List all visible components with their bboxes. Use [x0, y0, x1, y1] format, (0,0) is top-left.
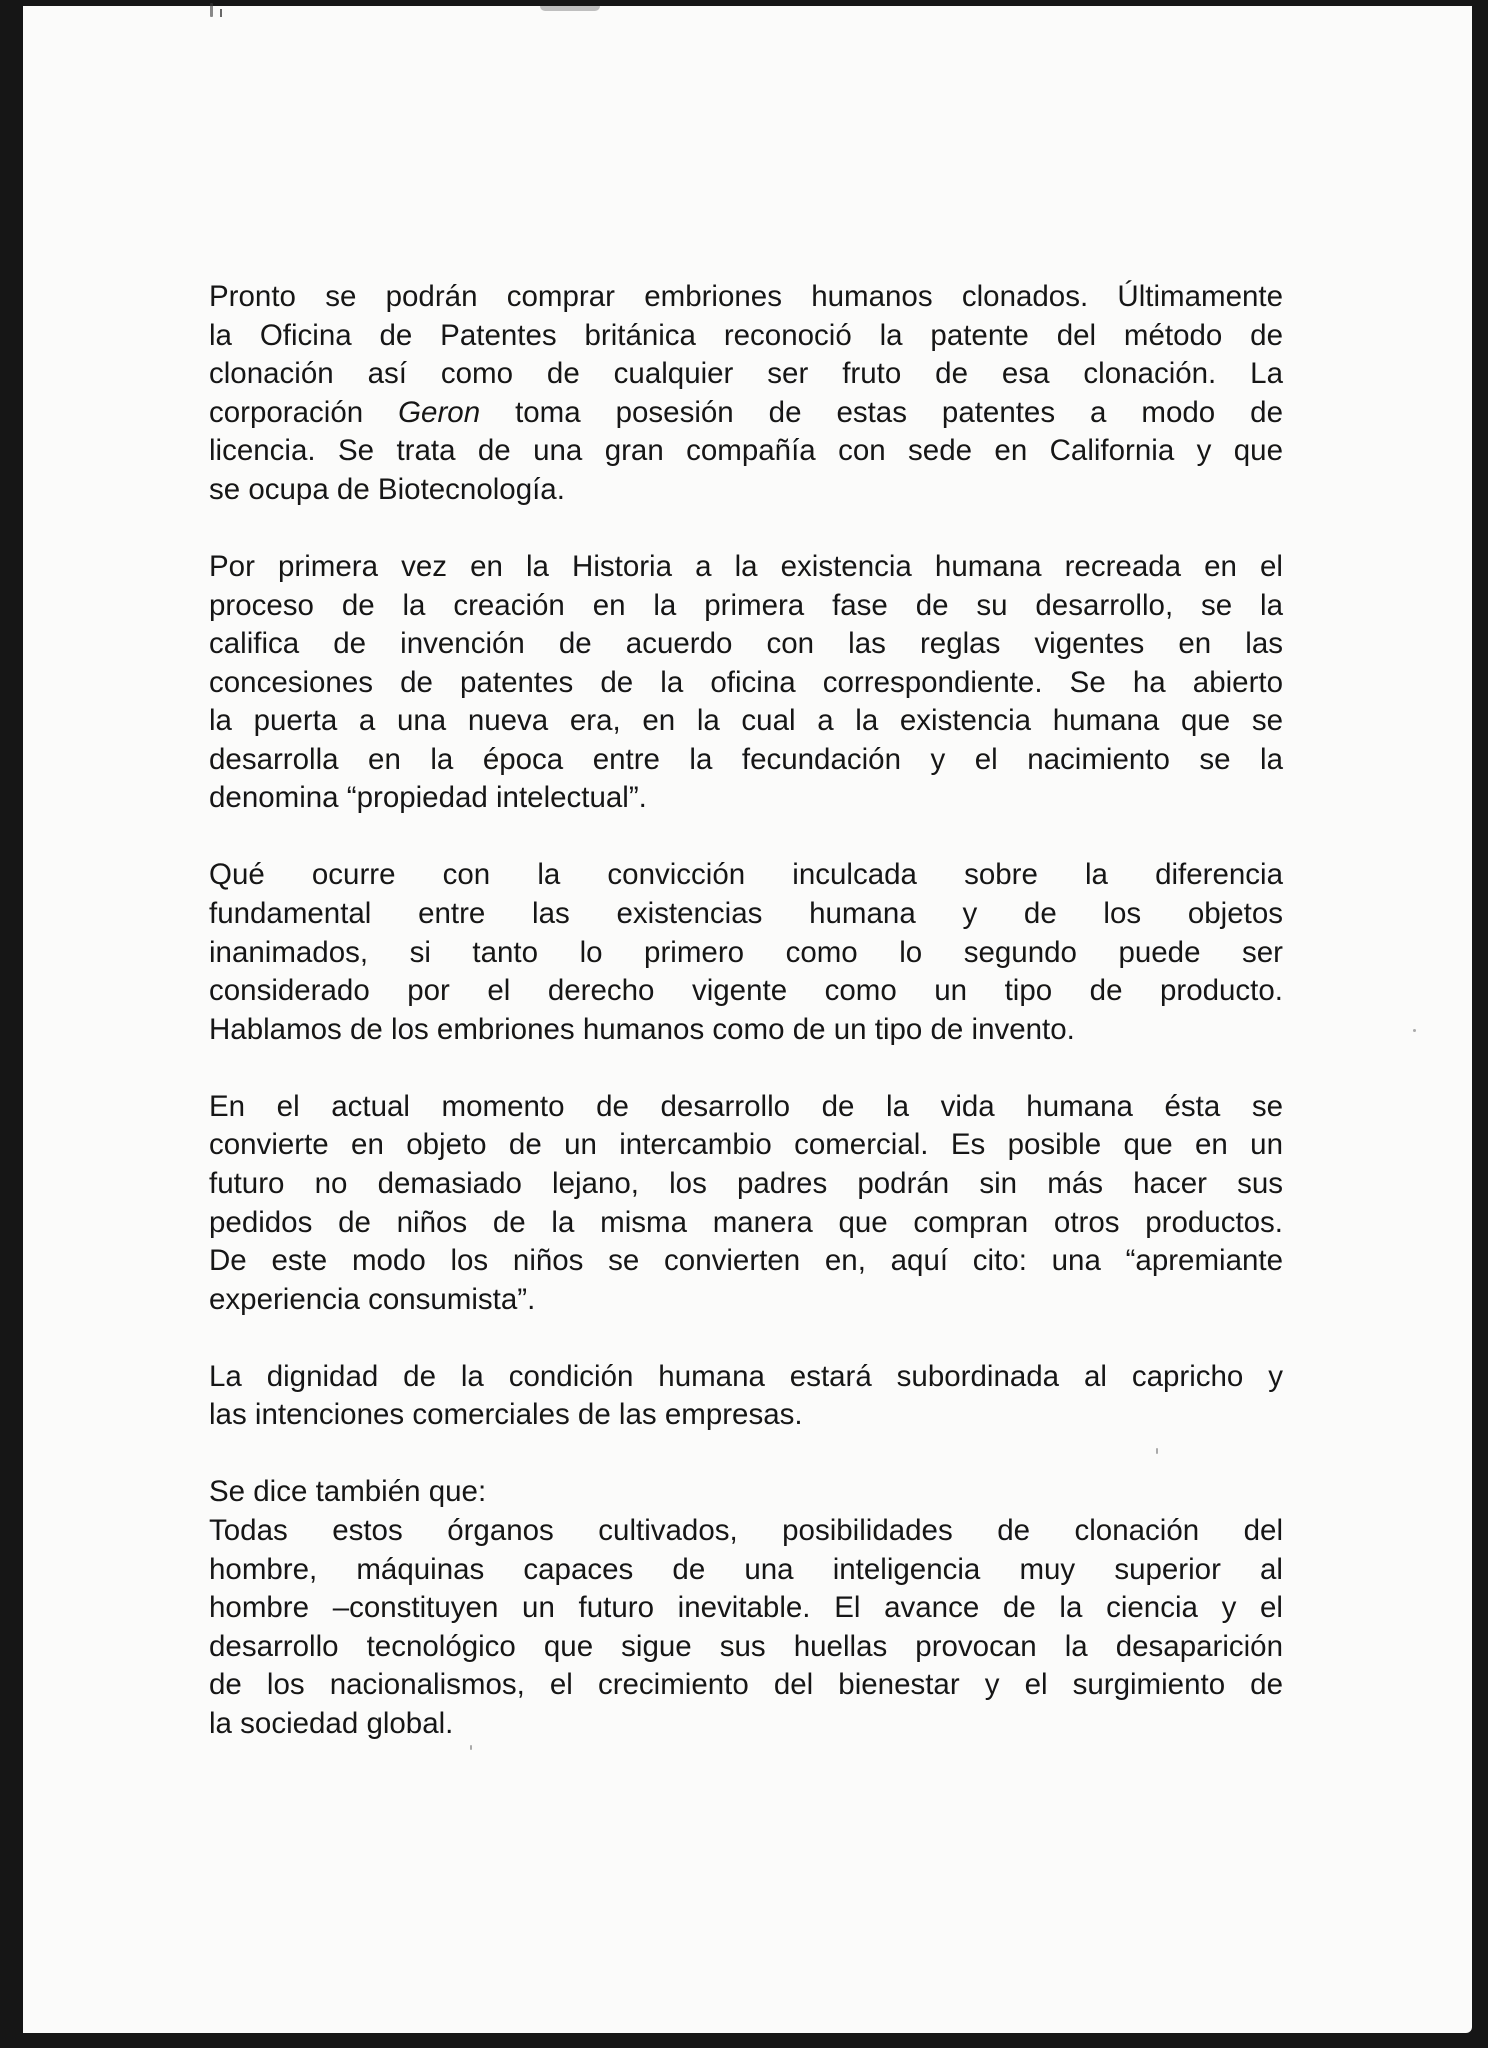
scan-shadow-artifact	[540, 6, 600, 11]
text-line: la puerta a una nueva era, en la cual a la existencia humana que se	[209, 704, 1283, 738]
text-line: Todas estos órganos cultivados, posibilidades de clonación del	[209, 1514, 1283, 1547]
text-line: corporación Geron toma posesión de estas patentes a modo de	[209, 395, 1283, 429]
paragraph	[209, 856, 1283, 1049]
document-body	[209, 278, 1283, 1743]
text-line: denomina “propiedad intelectual”.	[209, 781, 647, 815]
scan-mark-artifact	[210, 3, 213, 17]
text-line: desarrollo tecnológico que sigue sus huellas provocan la desaparición	[209, 1629, 1283, 1663]
text-line: la Oficina de Patentes británica reconoció la patente del método de	[209, 318, 1283, 352]
text-line: experiencia consumista”.	[209, 1282, 536, 1316]
text-line: pedidos de niños de la misma manera que compran otros productos.	[209, 1205, 1283, 1239]
text-line: Pronto se podrán comprar embriones humanos clonados. Últimamente	[209, 280, 1283, 313]
paragraph	[209, 1088, 1283, 1319]
text-line: En el actual momento de desarrollo de la vida humana ésta se	[209, 1089, 1283, 1123]
paragraph	[209, 1358, 1283, 1435]
text-line: de los nacionalismos, el crecimiento del bienestar y el surgimiento de	[209, 1668, 1283, 1702]
paragraph	[209, 278, 1283, 509]
text-line: hombre –constituyen un futuro inevitable. El avance de la ciencia y el	[209, 1591, 1283, 1625]
text-line: Hablamos de los embriones humanos como de un tipo de invento.	[209, 1012, 1075, 1046]
text-line: La dignidad de la condición humana estará subordinada al capricho y	[209, 1359, 1283, 1393]
text-line: concesiones de patentes de la oficina correspondiente. Se ha abierto	[209, 665, 1283, 699]
text-line: desarrolla en la época entre la fecundación y el nacimiento se la	[209, 742, 1283, 776]
text-line: Qué ocurre con la convicción inculcada sobre la diferencia	[209, 858, 1283, 892]
text-line: clonación así como de cualquier ser fruto de esa clonación. La	[209, 357, 1283, 391]
company-name-italic: Geron	[398, 395, 481, 429]
text-line: Se dice también que:	[209, 1475, 487, 1509]
text-line: califica de invención de acuerdo con las reglas vigentes en las	[209, 627, 1283, 661]
paragraph	[209, 1512, 1283, 1743]
paragraph	[209, 548, 1283, 818]
text-line: De este modo los niños se convierten en, aquí cito: una “apremiante	[209, 1244, 1283, 1278]
text-line: inanimados, si tanto lo primero como lo segundo puede ser	[209, 935, 1283, 969]
scan-mark-artifact	[220, 9, 222, 17]
text-line: proceso de la creación en la primera fase de su desarrollo, se la	[209, 588, 1283, 622]
text-line: hombre, máquinas capaces de una inteligencia muy superior al	[209, 1552, 1283, 1586]
text-line: convierte en objeto de un intercambio comercial. Es posible que en un	[209, 1128, 1283, 1162]
text-line: la sociedad global.	[209, 1706, 454, 1740]
text-line: Por primera vez en la Historia a la existencia humana recreada en el	[209, 549, 1283, 583]
scan-speck	[470, 1745, 472, 1750]
text-line: licencia. Se trata de una gran compañía con sede en California y que	[209, 434, 1283, 468]
text-line: las intenciones comerciales de las empresas.	[209, 1398, 803, 1432]
text-line: futuro no demasiado lejano, los padres podrán sin más hacer sus	[209, 1166, 1283, 1200]
scan-speck	[1413, 1029, 1416, 1032]
text-line: se ocupa de Biotecnología.	[209, 472, 565, 506]
paragraph	[209, 1473, 1283, 1512]
text-line: fundamental entre las existencias humana y de los objetos	[209, 897, 1283, 930]
text-line: considerado por el derecho vigente como un tipo de producto.	[209, 974, 1283, 1008]
